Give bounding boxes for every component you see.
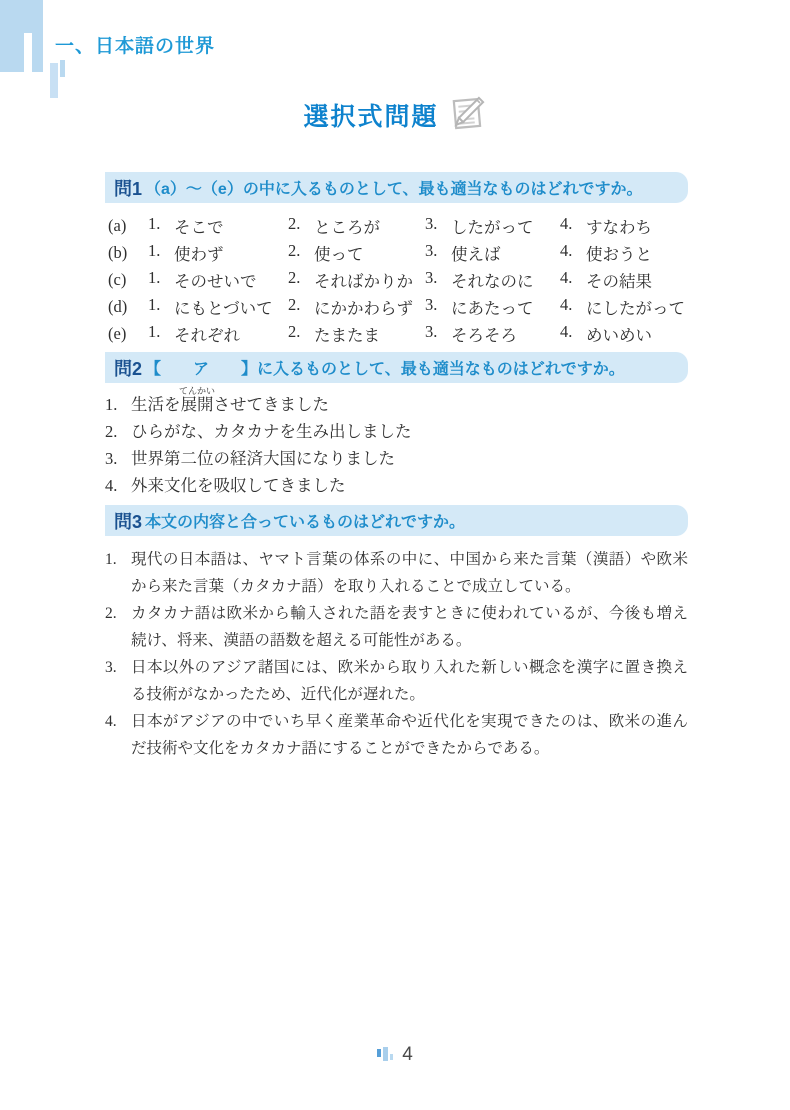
row-label: (e)	[108, 323, 127, 343]
choice-option	[560, 295, 688, 319]
choice-option	[288, 322, 425, 346]
option-number: 2.	[288, 321, 301, 341]
list-item	[105, 386, 688, 418]
footer-bar	[377, 1049, 381, 1057]
choice-option	[560, 322, 688, 346]
option-number: 3.	[425, 294, 438, 314]
question2-heading: 【 ア 】に入るものとして、最も適当なものはどれですか。	[145, 361, 625, 378]
item-text	[131, 386, 688, 418]
item-number: 2.	[105, 422, 118, 441]
item-text: 外来文化を吸収してきました	[131, 476, 346, 495]
list-item	[105, 418, 688, 445]
item-number: 3.	[105, 659, 117, 676]
item-number: 1.	[105, 395, 118, 414]
option-number: 4.	[560, 321, 573, 341]
option-text: すなわち	[586, 217, 652, 237]
choice-option	[148, 322, 288, 346]
option-text: 使おうと	[586, 244, 652, 264]
option-number: 1.	[148, 321, 161, 341]
choice-option	[425, 295, 560, 319]
list-item	[105, 708, 688, 762]
option-text: にもとづいて	[174, 298, 273, 318]
page-number: 4	[402, 1044, 413, 1065]
item-text-pre: 生活を	[131, 395, 181, 414]
footer-bar	[390, 1054, 393, 1060]
option-number: 2.	[288, 213, 301, 233]
choice-row-a	[105, 212, 688, 239]
option-number: 3.	[425, 267, 438, 287]
choice-option	[560, 214, 688, 238]
ruby-word	[178, 386, 216, 414]
question3-header-bar	[105, 505, 688, 536]
option-text: それぞれ	[174, 325, 240, 345]
chapter-title: 一、日本語の世界	[55, 36, 216, 57]
option-number: 3.	[425, 240, 438, 260]
choice-option	[560, 241, 688, 265]
choice-option	[560, 268, 688, 292]
option-text: 使えば	[451, 244, 501, 264]
option-text: したがって	[451, 217, 534, 237]
row-label: (d)	[108, 296, 128, 316]
choice-row-c	[105, 266, 688, 293]
row-label: (c)	[108, 269, 127, 289]
option-text: そろそろ	[451, 325, 517, 345]
option-text: その結果	[586, 271, 652, 291]
item-text-post: させてきました	[213, 395, 329, 414]
option-text: 使わず	[174, 244, 224, 264]
option-number: 4.	[560, 294, 573, 314]
choice-option	[425, 268, 560, 292]
option-text: そればかりか	[314, 271, 413, 291]
choice-row-d	[105, 293, 688, 320]
furigana: てんかい	[178, 386, 216, 396]
choice-option	[148, 295, 288, 319]
option-text: そのせいで	[174, 271, 257, 291]
option-number: 1.	[148, 267, 161, 287]
choice-option	[288, 214, 425, 238]
list-item	[105, 472, 688, 499]
question1-choice-table	[105, 212, 688, 347]
list-item	[105, 600, 688, 654]
item-number: 3.	[105, 449, 118, 468]
list-item	[105, 654, 688, 708]
option-text: めいめい	[586, 325, 652, 345]
item-number: 1.	[105, 551, 117, 568]
option-text: それなのに	[451, 271, 534, 291]
choice-option	[288, 295, 425, 319]
item-number: 4.	[105, 476, 118, 495]
row-label: (a)	[108, 215, 127, 235]
choice-row-b	[105, 239, 688, 266]
question1-heading: （a）～（e）の中に入るものとして、最も適当なものはどれですか。	[145, 181, 643, 198]
option-text: たまたま	[314, 325, 380, 345]
page-footer	[0, 1042, 790, 1068]
item-text: 現代の日本語は、ヤマト言葉の体系の中に、中国から来た言葉（漢語）や欧米から来た言葉（カタカナ語）を取り入れることで成立している。	[131, 551, 688, 595]
option-number: 4.	[560, 213, 573, 233]
option-number: 4.	[560, 267, 573, 287]
choice-option	[425, 241, 560, 265]
question3-number: 問3	[114, 511, 143, 532]
item-number: 4.	[105, 713, 117, 730]
option-text: にあたって	[451, 298, 534, 318]
choice-option	[148, 241, 288, 265]
item-number: 2.	[105, 605, 117, 622]
page-title: 選択式問題	[303, 102, 439, 131]
corner-decoration-bar-small	[60, 60, 65, 77]
item-text: ひらがな、カタカナを生み出しました	[131, 422, 412, 441]
list-item	[105, 546, 688, 600]
option-text: にしたがって	[586, 298, 685, 318]
footer-bar	[383, 1047, 388, 1061]
option-text: 使って	[314, 244, 364, 264]
item-text: 日本がアジアの中でいち早く産業革命や近代化を実現できたのは、欧米の進んだ技術や文化をカタカナ語にすることができたからである。	[131, 713, 688, 757]
question2-header-bar	[105, 352, 688, 383]
ruby-base: 展開	[180, 395, 214, 414]
option-number: 2.	[288, 267, 301, 287]
item-text: 世界第二位の経済大国になりました	[131, 449, 395, 468]
question3-option-list	[105, 546, 688, 762]
option-number: 1.	[148, 240, 161, 260]
item-text: 日本以外のアジア諸国には、欧米から取り入れた新しい概念を漢字に置き換える技術がなかったため、近代化が遅れた。	[131, 659, 688, 703]
question3-heading: 本文の内容と合っているものはどれですか。	[145, 514, 466, 531]
question2-number: 問2	[114, 358, 143, 379]
list-item	[105, 445, 688, 472]
corner-decoration-block	[0, 0, 43, 72]
option-text: そこで	[174, 217, 224, 237]
option-number: 1.	[148, 213, 161, 233]
option-text: ところが	[314, 217, 380, 237]
choice-row-e	[105, 320, 688, 347]
question1-header-bar	[105, 172, 688, 203]
choice-option	[288, 241, 425, 265]
option-text: にかかわらず	[314, 298, 413, 318]
choice-option	[288, 268, 425, 292]
pencil-paper-icon	[447, 92, 487, 137]
choice-option	[148, 214, 288, 238]
item-text: カタカナ語は欧米から輸入された語を表すときに使われているが、今後も増え続け、将来、漢語の語数を超える可能性がある。	[131, 605, 688, 649]
page-title-row	[0, 92, 790, 137]
option-number: 2.	[288, 294, 301, 314]
option-number: 1.	[148, 294, 161, 314]
option-number: 3.	[425, 321, 438, 341]
choice-option	[425, 322, 560, 346]
choice-option	[425, 214, 560, 238]
option-number: 4.	[560, 240, 573, 260]
question1-number: 問1	[114, 178, 143, 199]
footer-decoration-bars	[377, 1047, 393, 1063]
option-number: 2.	[288, 240, 301, 260]
corner-decoration-notch	[24, 33, 32, 72]
question2-option-list	[105, 386, 688, 499]
choice-option	[148, 268, 288, 292]
row-label: (b)	[108, 242, 128, 262]
option-number: 3.	[425, 213, 438, 233]
